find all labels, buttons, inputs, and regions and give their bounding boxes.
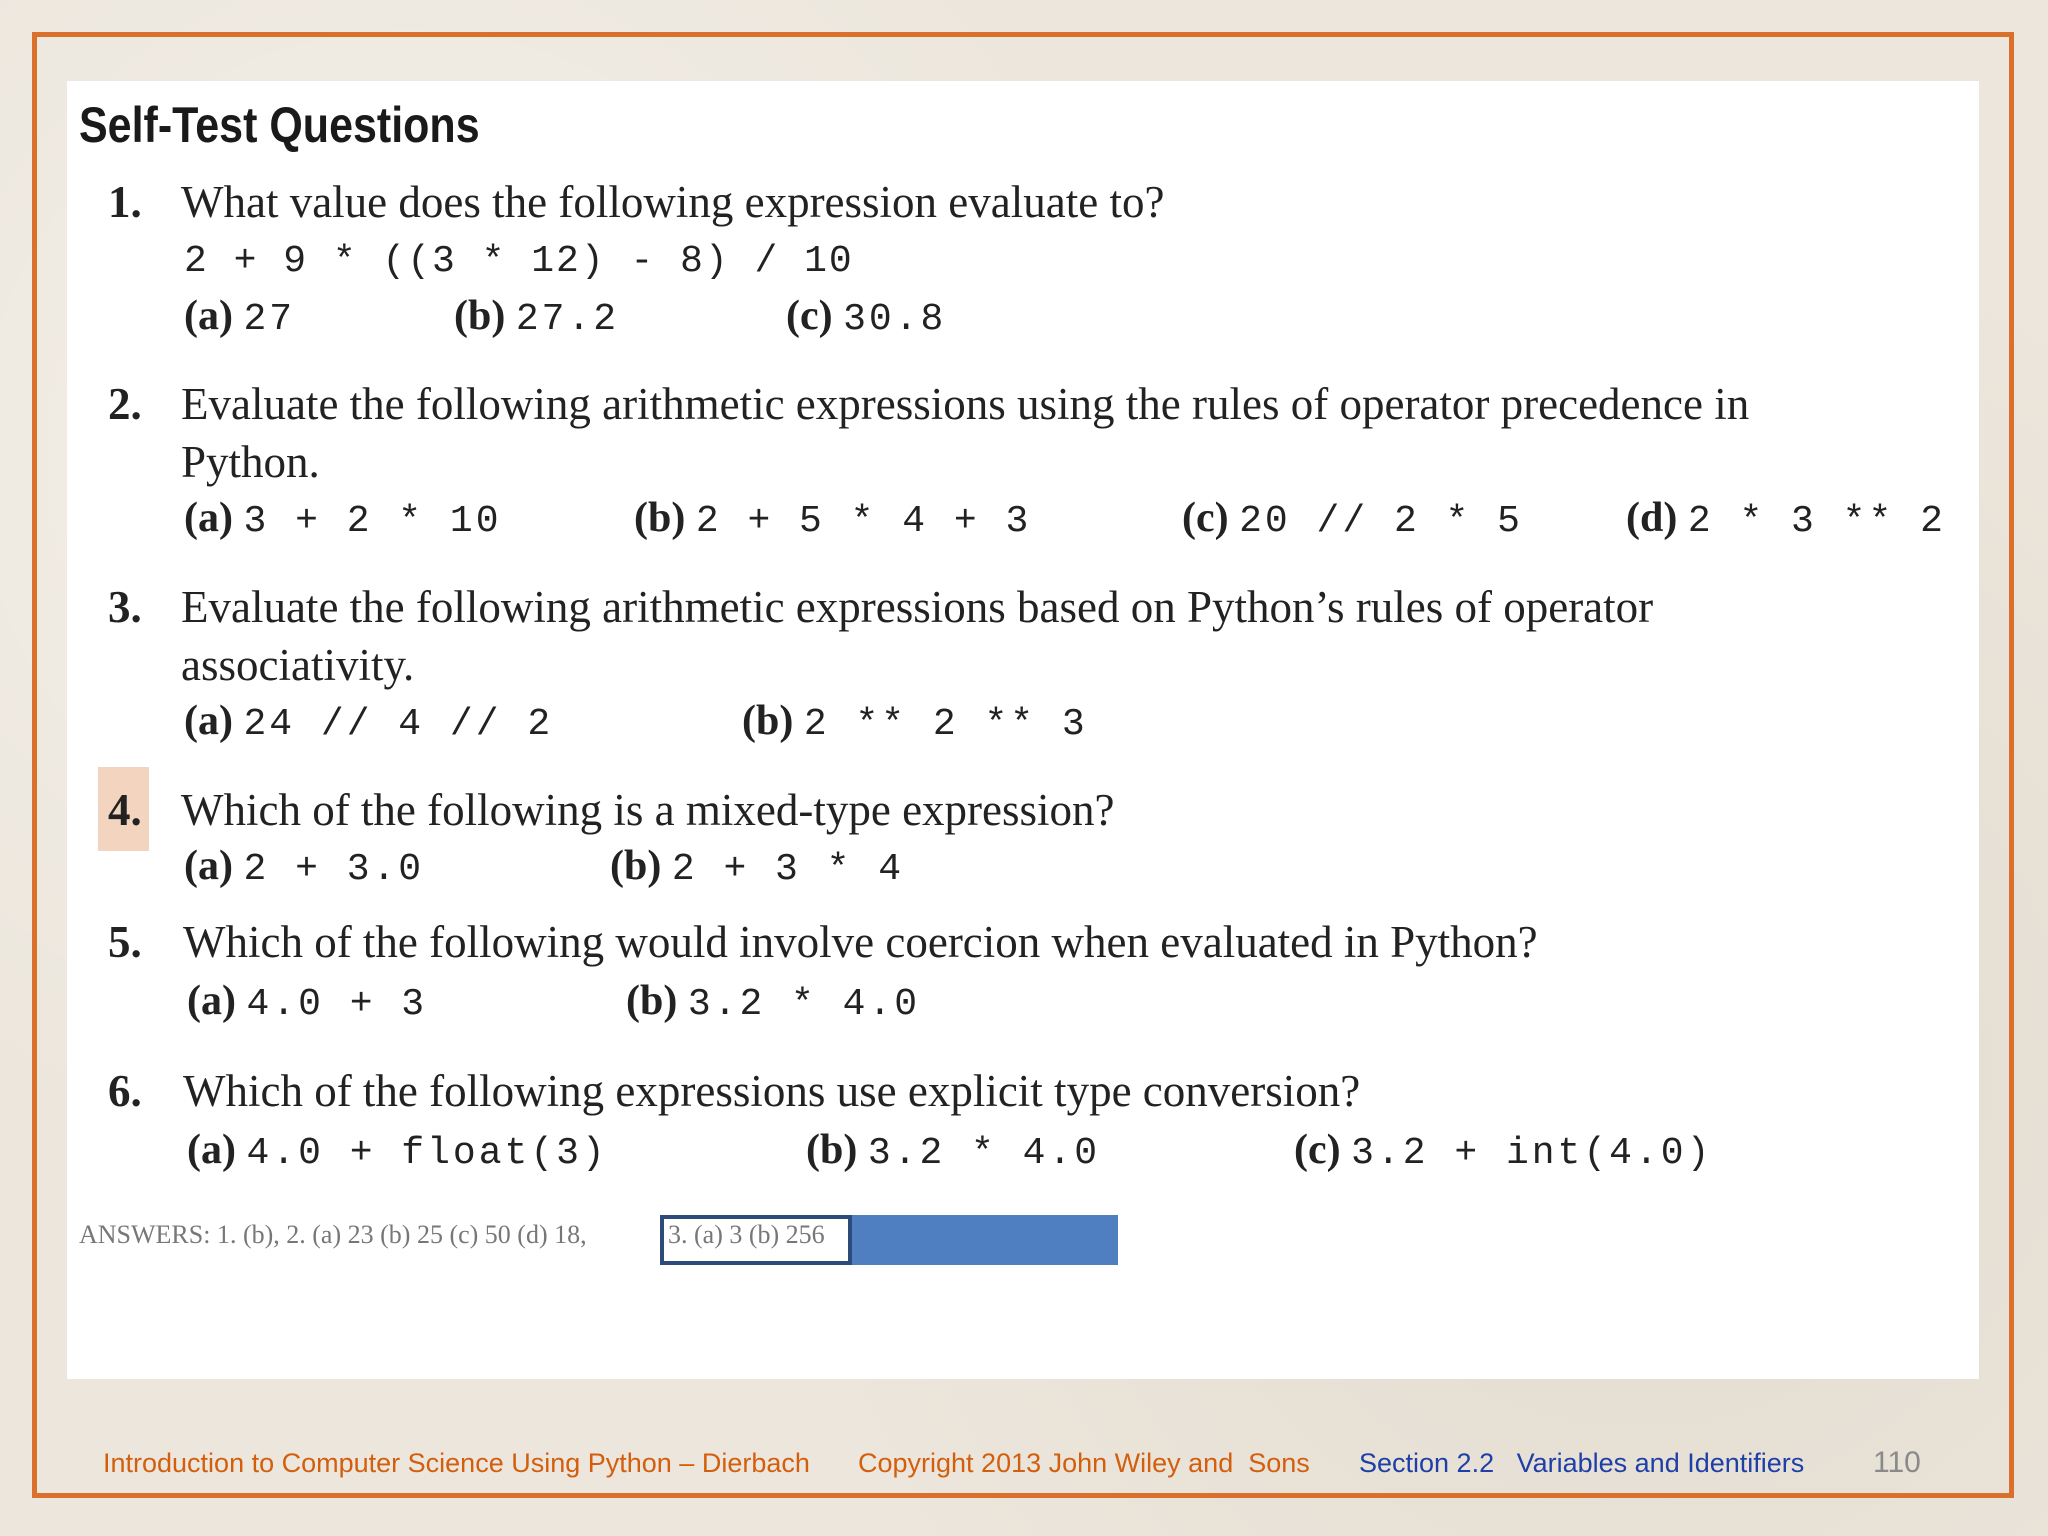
question-text: Which of the following expressions use explicit type conversion? (183, 1066, 1361, 1116)
question-text-continued: associativity. (181, 640, 415, 690)
option-b (610, 842, 904, 891)
question-text: Evaluate the following arithmetic expressions based on Python’s rules of operator (181, 582, 1654, 632)
option-b (626, 977, 920, 1026)
option-label: (c) (786, 293, 833, 339)
option-d (1626, 494, 1946, 543)
question-number: 2. (108, 379, 142, 429)
option-label: (b) (806, 1127, 858, 1173)
option-label: (b) (626, 978, 678, 1024)
option-value: 2 ** 2 ** 3 (803, 703, 1088, 746)
option-label: (b) (742, 698, 794, 744)
answer-cover-bar (852, 1215, 1118, 1265)
question-text: Evaluate the following arithmetic expressions using the rules of operator precedence in (181, 379, 1750, 429)
option-value: 2 + 3.0 (243, 848, 425, 891)
option-value: 3.2 * 4.0 (687, 983, 921, 1026)
option-b (806, 1126, 1100, 1175)
option-b (742, 697, 1088, 746)
question-number: 4. (108, 785, 142, 835)
option-value: 30.8 (843, 298, 947, 341)
option-label: (d) (1626, 495, 1678, 541)
expression-code: 2 + 9 * ((3 * 12) - 8) / 10 (184, 240, 854, 283)
option-value: 3.2 + int(4.0) (1351, 1132, 1713, 1175)
question-text: What value does the following expression evaluate to? (181, 177, 1165, 227)
option-value: 2 + 3 * 4 (671, 848, 905, 891)
answers-boxed-text: 3. (a) 3 (b) 256 (668, 1220, 825, 1249)
option-c (1294, 1126, 1712, 1175)
option-c (786, 292, 946, 341)
option-label: (b) (610, 843, 662, 889)
option-value: 4.0 + 3 (246, 983, 428, 1026)
option-label: (a) (184, 293, 233, 339)
option-value: 27.2 (515, 298, 620, 341)
option-label: (a) (187, 1127, 236, 1173)
option-b (634, 494, 1031, 543)
question-text: Which of the following would involve coercion when evaluated in Python? (183, 917, 1538, 967)
question-number: 6. (108, 1066, 142, 1116)
footer-book-title: Introduction to Computer Science Using Python – Dierbach (103, 1448, 810, 1478)
option-label: (a) (184, 495, 233, 541)
question-number: 5. (108, 917, 142, 967)
question-number: 1. (108, 177, 142, 227)
option-value: 3 + 2 * 10 (243, 500, 502, 543)
option-a (184, 494, 502, 543)
option-value: 2 * 3 ** 2 (1687, 500, 1946, 543)
option-a (184, 842, 424, 891)
option-a (187, 1126, 608, 1175)
option-value: 27 (243, 298, 296, 341)
option-label: (a) (184, 843, 233, 889)
option-b (454, 292, 619, 341)
answer-highlight-box (660, 1215, 852, 1265)
option-label: (a) (184, 698, 233, 744)
option-value: 24 // 4 // 2 (243, 703, 554, 746)
option-a (187, 977, 427, 1026)
answers-text: ANSWERS: 1. (b), 2. (a) 23 (b) 25 (c) 50 (d) 18, (79, 1220, 594, 1249)
question-text-continued: Python. (181, 437, 320, 487)
question-number: 3. (108, 582, 142, 632)
option-value: 3.2 * 4.0 (867, 1132, 1101, 1175)
option-a (184, 697, 553, 746)
option-label: (b) (454, 293, 506, 339)
option-a (184, 292, 295, 341)
option-label: (c) (1294, 1127, 1341, 1173)
page-title: Self-Test Questions (79, 97, 480, 153)
option-value: 20 // 2 * 5 (1239, 500, 1523, 543)
footer-copyright: Copyright 2013 John Wiley and Sons (858, 1448, 1310, 1478)
option-c (1182, 494, 1523, 543)
question-text: Which of the following is a mixed-type expression? (181, 785, 1115, 835)
option-value: 2 + 5 * 4 + 3 (695, 500, 1032, 543)
option-label: (c) (1182, 495, 1229, 541)
option-label: (a) (187, 978, 236, 1024)
footer-section: Section 2.2 Variables and Identifiers (1359, 1448, 1805, 1478)
page-number: 110 (1873, 1446, 1921, 1479)
option-value: 4.0 + float(3) (246, 1132, 608, 1175)
option-label: (b) (634, 495, 686, 541)
